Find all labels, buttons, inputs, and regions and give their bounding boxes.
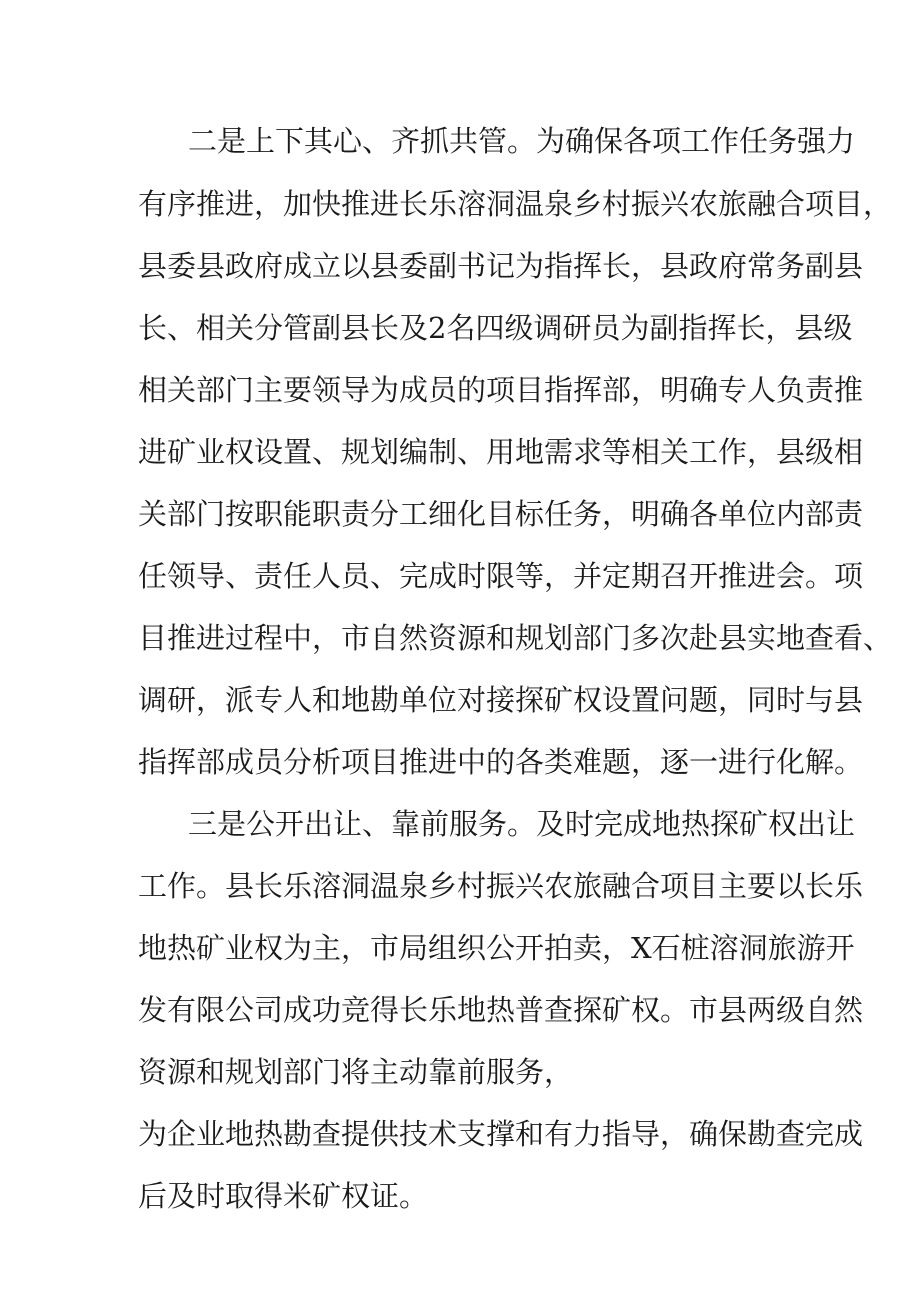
paragraph-3-line-1: 三是公开出让、靠前服务。及时完成地热探矿权出让 xyxy=(188,807,856,841)
paragraph-2-line-8: 任领导、责任人员、完成时限等，并定期召开推进会。项 xyxy=(138,559,864,593)
paragraph-2-line-9: 目推进过程中，市自然资源和规划部门多次赴县实地查看、 xyxy=(138,621,893,655)
paragraph-3-line-6: 为企业地热勘查提供技术支撑和有力指导，确保勘查完成 xyxy=(138,1117,864,1151)
paragraph-2-line-5: 相关部门主要领导为成员的项目指挥部，明确专人负责推 xyxy=(138,373,864,407)
paragraph-2-line-1: 二是上下其心、齐抓共管。为确保各项工作任务强力 xyxy=(188,124,856,158)
paragraph-2-line-2: 有序推进，加快推进长乐溶洞温泉乡村振兴农旅融合项目， xyxy=(138,187,893,221)
paragraph-3-line-7: 后及时取得米矿权证。 xyxy=(138,1179,429,1213)
paragraph-2-line-11: 指挥部成员分析项目推进中的各类难题，逐一进行化解。 xyxy=(138,745,864,779)
paragraph-2-line-3: 县委县政府成立以县委副书记为指挥长，县政府常务副县 xyxy=(138,249,864,283)
paragraph-2-line-7: 关部门按职能职责分工细化目标任务，明确各单位内部责 xyxy=(138,497,864,531)
paragraph-2-line-10: 调研，派专人和地勘单位对接探矿权设置问题，同时与县 xyxy=(138,683,864,717)
paragraph-2-line-4: 长、相关分管副县长及2名四级调研员为副指挥长，县级 xyxy=(138,311,853,345)
paragraph-2-line-6: 进矿业权设置、规划编制、用地需求等相关工作，县级相 xyxy=(138,435,864,469)
paragraph-3-line-2: 工作。县长乐溶洞温泉乡村振兴农旅融合项目主要以长乐 xyxy=(138,869,864,903)
paragraph-3-line-4: 发有限公司成功竞得长乐地热普查探矿权。市县两级自然 xyxy=(138,993,864,1027)
paragraph-3-line-5: 资源和规划部门将主动靠前服务， xyxy=(138,1055,574,1089)
paragraph-3-line-3: 地热矿业权为主，市局组织公开拍卖，X石桩溶洞旅游开 xyxy=(138,931,855,965)
